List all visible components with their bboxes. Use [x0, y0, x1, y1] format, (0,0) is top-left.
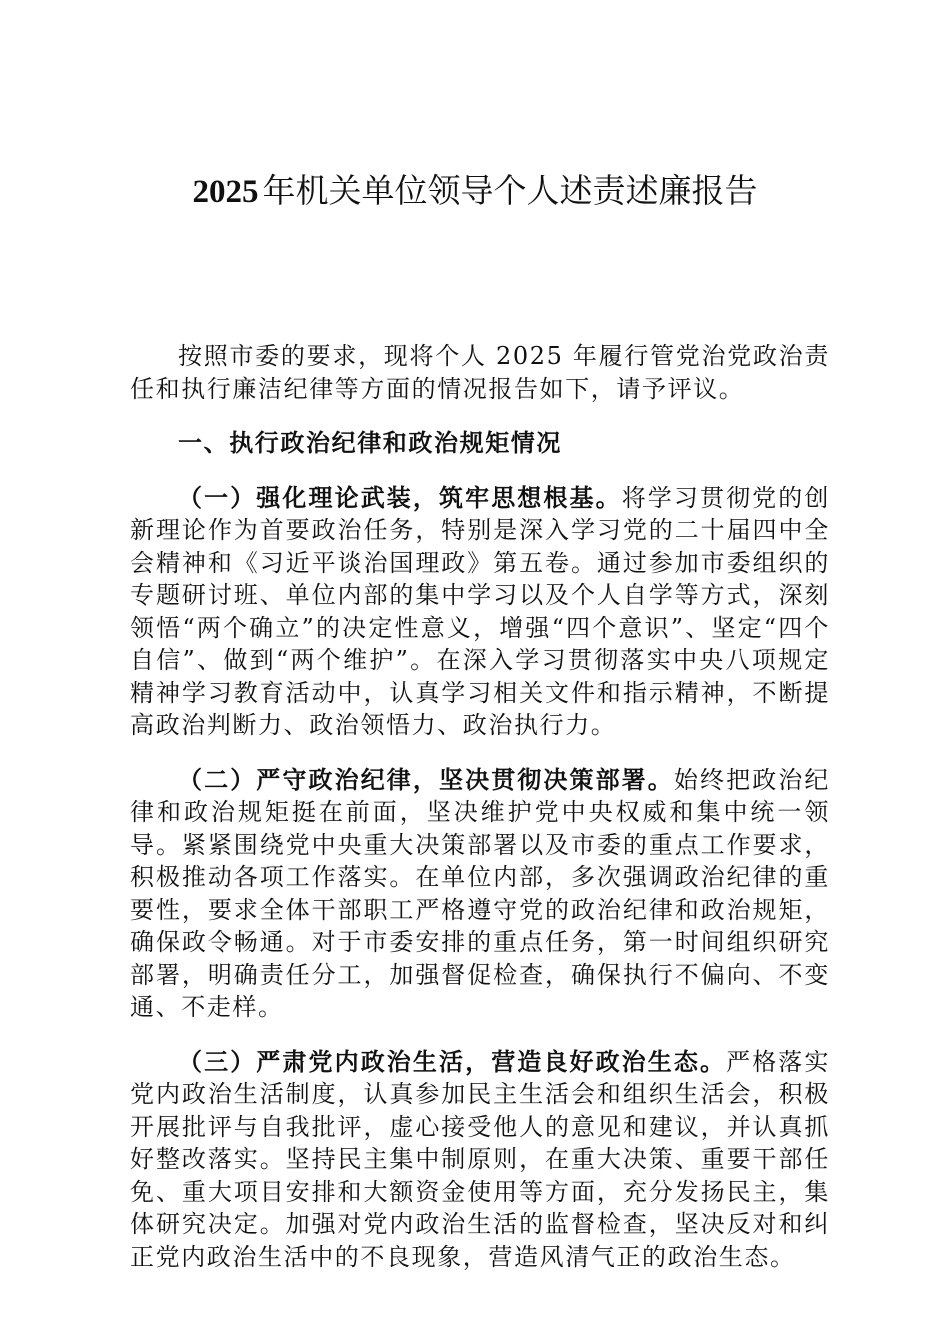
paragraph-1 — [130, 482, 830, 742]
paragraph-2-lead: （二）严守政治纪律，坚决贯彻决策部署。 — [178, 764, 674, 794]
section-heading: 一、执行政治纪律和政治规矩情况 — [178, 428, 562, 457]
document-body — [130, 340, 830, 1273]
paragraph-3-lead: （三）严肃党内政治生活，营造良好政治生态。 — [178, 1046, 727, 1076]
paragraph-1-lead: （一）强化理论武装，筑牢思想根基。 — [178, 482, 622, 512]
title-year: 2025 — [192, 174, 259, 210]
document-title — [0, 168, 950, 215]
paragraph-2-text: 始终把政治纪律和政治规矩挺在前面，坚决维护党中央权威和集中统一领导。紧紧围绕党中央重大决策部署以及市委的重点工作要求，积极推动各项工作落实。在单位内部，多次强调政治纪律的重要性，要求全体干部职工严格遵守党的政治纪律和政治规矩，确保政令畅通。对于市委安排的重点任务，第一时间组织研究部署，明确责任分工，加强督促检查，确保执行不偏向、不变通、不走样。 — [130, 765, 830, 1021]
paragraph-1-text: 将学习贯彻党的创新理论作为首要政治任务，特别是深入学习党的二十届四中全会精神和《习近平谈治国理政》第五卷。通过参加市委组织的专题研讨班、单位内部的集中学习以及个人自学等方式，深刻领悟“两个确立”的决定性意义，增强“四个意识”、坚定“四个自信”、做到“两个维护”。在深入学习贯彻落实中央八项规定精神学习教育活动中，认真学习相关文件和指示精神，不断提高政治判断力、政治领悟力、政治执行力。 — [130, 483, 830, 739]
paragraph-3-text: 严格落实党内政治生活制度，认真参加民主生活会和组织生活会，积极开展批评与自我批评，虚心接受他人的意见和建议，并认真抓好整改落实。坚持民主集中制原则，在重大决策、重要干部任免、重大项目安排和大额资金使用等方面，充分发扬民主，集体研究决定。加强对党内政治生活的监督检查，坚决反对和纠正党内政治生活中的不良现象，营造风清气正的政治生态。 — [130, 1047, 830, 1271]
title-text: 年机关单位领导个人述责述廉报告 — [262, 171, 758, 210]
intro-paragraph: 按照市委的要求，现将个人 2025 年履行管党治党政治责任和执行廉洁纪律等方面的情况报告如下，请予评议。 — [130, 342, 830, 403]
paragraph-3 — [130, 1046, 830, 1274]
paragraph-2 — [130, 764, 830, 1024]
